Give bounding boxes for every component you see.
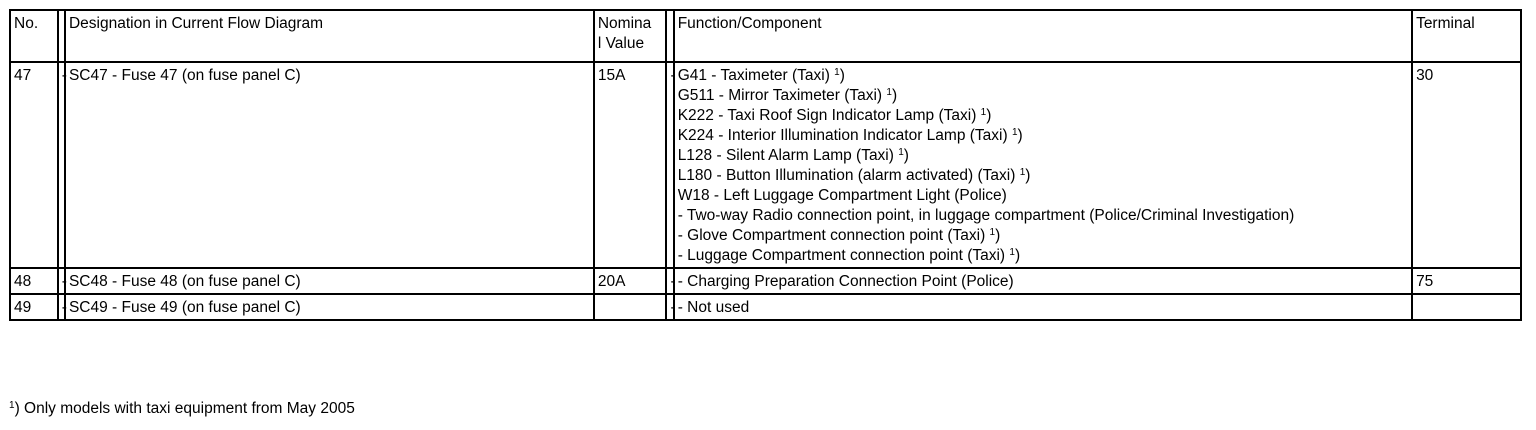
footnote-ref: 1	[834, 67, 840, 78]
cell-designation: SC49 - Fuse 49 (on fuse panel C)	[65, 294, 594, 320]
footnote-ref-tail: )	[1014, 247, 1021, 264]
footnote-ref-tail: )	[995, 227, 1001, 244]
footnote-sup: 1	[9, 400, 15, 411]
function-item	[678, 246, 1408, 266]
table-header-row	[10, 10, 1521, 62]
cell-no: 47	[10, 62, 58, 268]
cell-dash-1: -	[58, 268, 65, 294]
footnote-ref-tail: )	[1017, 127, 1023, 144]
header-spacer-1	[58, 10, 65, 62]
cell-function	[674, 268, 1412, 294]
function-item	[678, 66, 1408, 86]
function-text: - Two-way Radio connection point, in luggage compartment (Police/Criminal Investigation)	[677, 207, 1295, 224]
function-item	[678, 206, 1408, 226]
footnote-ref-tail: )	[1025, 167, 1031, 184]
function-item	[678, 166, 1408, 186]
cell-designation: SC47 - Fuse 47 (on fuse panel C)	[65, 62, 594, 268]
footnote-ref: 1	[1009, 247, 1015, 258]
function-text: - Not used	[677, 299, 750, 316]
cell-nominal-value	[594, 294, 667, 320]
footnote-ref-tail: )	[903, 147, 909, 164]
cell-nominal-value: 20A	[594, 268, 667, 294]
function-text: L180 - Button Illumination (alarm activated) (Taxi)	[677, 167, 1020, 184]
footnote-ref: 1	[989, 227, 996, 238]
cell-designation: SC48 - Fuse 48 (on fuse panel C)	[65, 268, 594, 294]
function-text: L128 - Silent Alarm Lamp (Taxi)	[677, 147, 899, 164]
function-text: G41 - Taximeter (Taxi)	[677, 67, 835, 84]
footnote-ref-tail: )	[986, 107, 992, 124]
header-spacer-2	[666, 10, 673, 62]
function-text: - Luggage Compartment connection point (Taxi)	[677, 247, 1010, 264]
function-item	[678, 226, 1408, 246]
cell-dash-2: -	[666, 294, 673, 320]
function-text: - Glove Compartment connection point (Taxi)	[677, 227, 990, 244]
function-text: K224 - Interior Illumination Indicator Lamp (Taxi)	[677, 127, 1012, 144]
fuse-table	[9, 9, 1522, 321]
header-no: No.	[10, 10, 58, 62]
footnote-text: ) Only models with taxi equipment from May 2005	[14, 400, 355, 417]
cell-terminal: 30	[1412, 62, 1521, 268]
function-item	[678, 86, 1408, 106]
cell-function	[674, 62, 1412, 268]
function-item	[678, 272, 1408, 292]
footnote-ref: 1	[980, 107, 987, 118]
cell-nominal-value: 15A	[594, 62, 667, 268]
function-text: K222 - Taxi Roof Sign Indicator Lamp (Taxi)	[677, 107, 981, 124]
function-text: - Charging Preparation Connection Point (Police)	[677, 273, 1014, 290]
function-item	[678, 298, 1408, 318]
table-body	[10, 62, 1521, 320]
cell-function	[674, 294, 1412, 320]
header-function: Function/Component	[674, 10, 1412, 62]
function-item	[678, 146, 1408, 166]
footnote-ref-tail: )	[839, 67, 845, 84]
table-row	[10, 62, 1521, 268]
footnote-ref: 1	[886, 87, 892, 98]
table-row	[10, 268, 1521, 294]
function-text: W18 - Left Luggage Compartment Light (Police)	[677, 187, 1007, 204]
cell-dash-2: -	[666, 62, 673, 268]
cell-no: 48	[10, 268, 58, 294]
cell-no: 49	[10, 294, 58, 320]
header-terminal: Terminal	[1412, 10, 1521, 62]
footnote-ref-tail: )	[891, 87, 898, 104]
cell-terminal	[1412, 294, 1521, 320]
cell-dash-1: -	[58, 62, 65, 268]
function-item	[678, 186, 1408, 206]
table-row	[10, 294, 1521, 320]
function-text: G511 - Mirror Taximeter (Taxi)	[677, 87, 887, 104]
header-nominal-value	[594, 10, 667, 62]
footnote-ref: 1	[1019, 167, 1026, 178]
cell-dash-1: -	[58, 294, 65, 320]
footnote-ref: 1	[898, 147, 904, 158]
function-item	[678, 126, 1408, 146]
header-nominal-value-line1: Nomina	[597, 15, 652, 32]
function-item	[678, 106, 1408, 126]
cell-dash-2: -	[666, 268, 673, 294]
footnote	[9, 400, 355, 418]
cell-terminal: 75	[1412, 268, 1521, 294]
footnote-ref: 1	[1011, 127, 1018, 138]
header-nominal-value-line2: l Value	[597, 35, 645, 52]
header-designation: Designation in Current Flow Diagram	[65, 10, 594, 62]
